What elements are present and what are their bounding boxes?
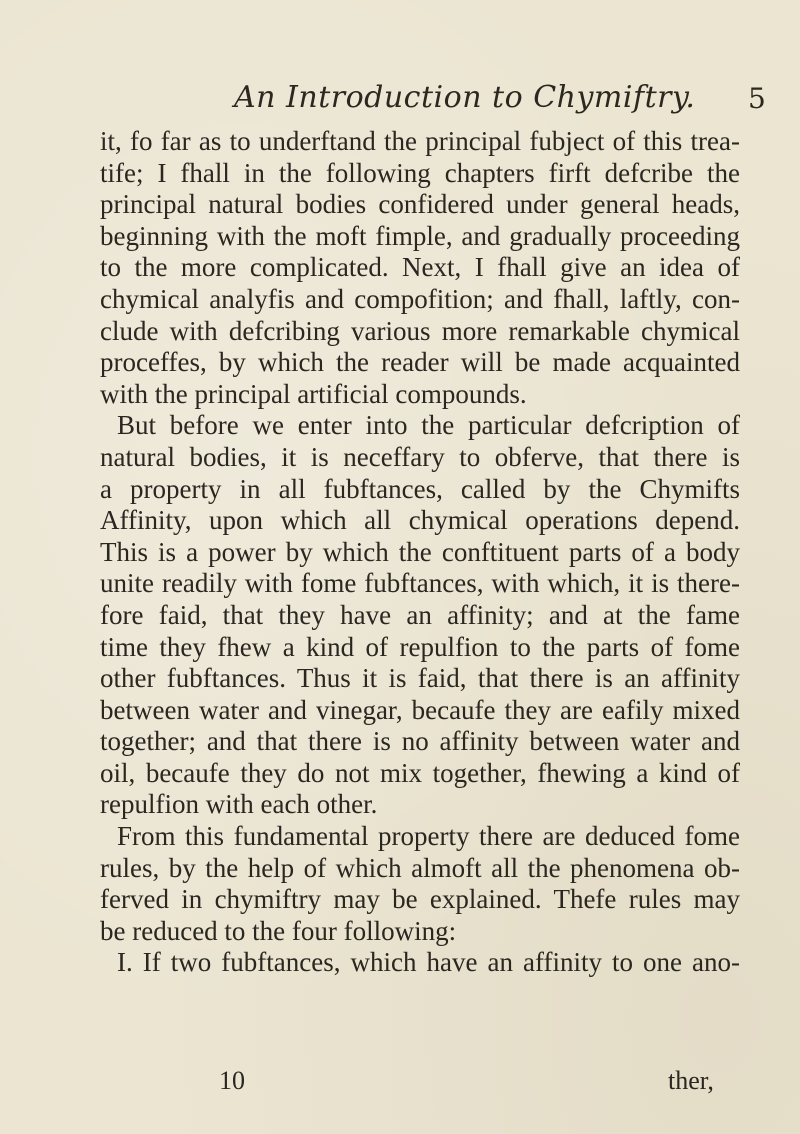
- text-line: rules, by the help of which almoft all the phenomena ob-: [100, 852, 740, 883]
- text-line: with the principal artificial compounds.: [100, 378, 527, 409]
- text-line: time they fhew a kind of repulfion to the parts of fome: [100, 631, 740, 662]
- text-line: between water and vinegar, becaufe they are eafily mixed: [100, 694, 740, 725]
- text-line: ferved in chymiftry may be explained. Thefe rules may: [100, 884, 740, 915]
- text-line: other fubftances. Thus it is faid, that there is an affinity: [100, 663, 740, 694]
- text-line: it, fo far as to underftand the principal fubject of this trea-: [100, 126, 740, 156]
- page-footer: [0, 1066, 800, 1100]
- text-line: repulfion with each other.: [100, 789, 378, 820]
- catchword: ther,: [668, 1066, 714, 1095]
- text-line: proceffes, by which the reader will be made acquainted: [100, 347, 740, 378]
- page-number: 5: [748, 82, 766, 115]
- text-line: together; and that there is no affinity between water and: [100, 726, 740, 757]
- text-line: Affinity, upon which all chymical operations depend.: [100, 505, 740, 536]
- text-line: But before we enter into the particular defcription of: [117, 410, 740, 441]
- text-line: natural bodies, it is neceffary to obferve, that there is: [100, 441, 740, 472]
- text-line: This is a power by which the conftituent parts of a body: [100, 536, 740, 567]
- text-line: clude with defcribing various more remarkable chymical: [100, 315, 740, 346]
- text-line: tife; I fhall in the following chapters firft defcribe the: [100, 157, 740, 188]
- running-head: An Introduction to Chymiftry.: [234, 80, 696, 115]
- signature-mark: 10: [219, 1066, 245, 1095]
- text-line: I. If two fubftances, which have an affinity to one ano-: [117, 947, 740, 978]
- text-line: From this fundamental property there are deduced fome: [117, 821, 740, 852]
- text-line: fore faid, that they have an affinity; and at the fame: [100, 599, 740, 630]
- text-line: a property in all fubftances, called by the Chymifts: [100, 473, 740, 504]
- text-line: unite readily with fome fubftances, with which, it is there-: [100, 568, 740, 599]
- text-line: to the more complicated. Next, I fhall give an idea of: [100, 252, 740, 283]
- text-line: principal natural bodies confidered under general heads,: [100, 189, 740, 220]
- text-line: chymical analyfis and compofition; and fhall, laftly, con-: [100, 283, 740, 314]
- text-line: oil, becaufe they do not mix together, fhewing a kind of: [100, 757, 740, 788]
- text-line: be reduced to the four following:: [100, 915, 457, 946]
- body-text: [100, 126, 740, 979]
- text-line: beginning with the moft fimple, and gradually proceeding: [100, 220, 740, 251]
- page-header: [0, 80, 800, 124]
